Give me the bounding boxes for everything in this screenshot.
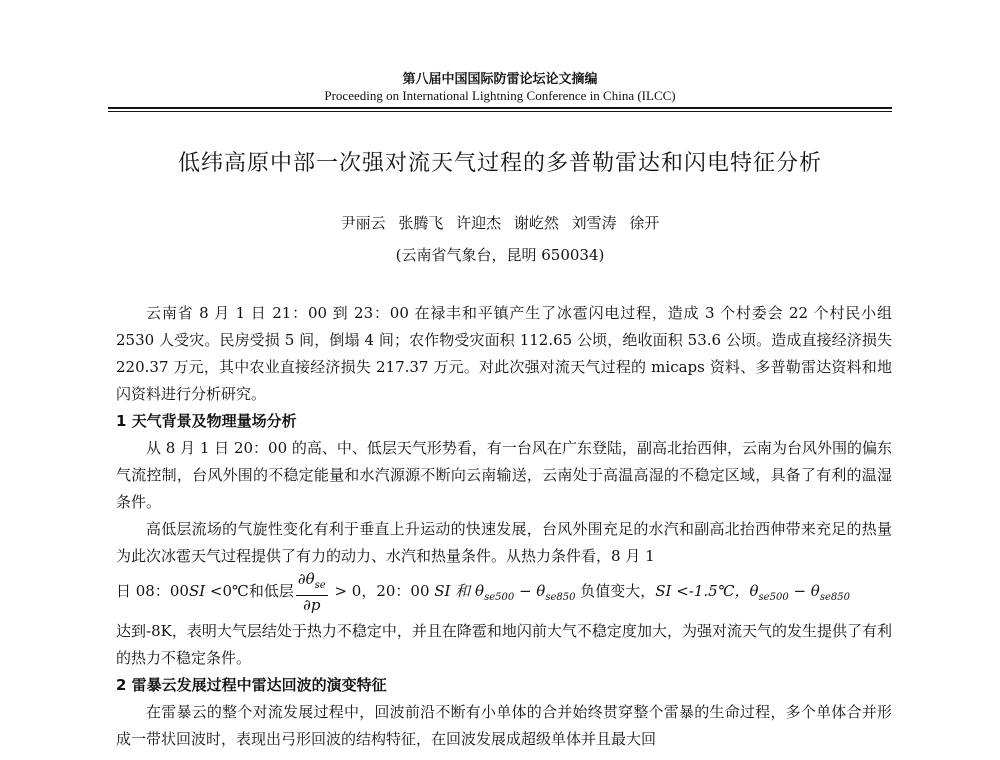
paper-body [116, 300, 892, 753]
header-rule-thick [108, 107, 892, 109]
partial-derivative-fraction: $\frac{\partial\theta_{se}}{\partial p}$ [297, 570, 326, 614]
header-english: Proceeding on International Lightning Conference in China (ILCC) [324, 88, 676, 103]
paper-title: 低纬高原中部一次强对流天气过程的多普勒雷达和闪电特征分析 [177, 151, 822, 176]
formula-line: 日 08：00SI <0℃和低层 $\frac{\partial\theta_{se}}{\partial p}$ > 0，20：00 SI 和 $\theta_{se500} - \theta_{se850}$ 负值变大，SI <-1.5℃，$\theta_{se500} - \theta_{se850}$ [116, 570, 850, 614]
section-1-paragraph-1: 从 8 月 1 日 20：00 的高、中、低层天气形势看，有一台风在广东登陆，副高北抬西伸，云南为台风外围的偏东气流控制，台风外围的不稳定能量和水汽源源不断向云南输送，云南处于高温高湿的不稳定区域，具备了有利的温湿条件。 [116, 439, 892, 511]
abstract-paragraph: 云南省 8 月 1 日 21：00 到 23：00 在禄丰和平镇产生了冰雹闪电过程，造成 3 个村委会 22 个村民小组 2530 人受灾。民房受损 5 间，倒塌 4 间；农作物受灾面积 112.65 公顷，绝收面积 53.6 公顷。造成直接经济损失 220.37 万元，其中农业直接经济损失 217.37 万元。对此次强对流天气过程的 micaps 资料、多普勒雷达资料和地闪资料进行分析研究。 [116, 304, 892, 403]
section-1-paragraph-3: 达到-8K，表明大气层结处于热力不稳定中，并且在降雹和地闪前大气不稳定度加大，为强对流天气的发生提供了有利的热力不稳定条件。 [116, 622, 892, 667]
header-rule-thin [108, 111, 892, 112]
header-chinese: 第八届中国国际防雷论坛论文摘编 [402, 72, 598, 87]
affiliation: (云南省气象台，昆明 650034) [395, 246, 605, 264]
section-1-heading: 1 天气背景及物理量场分析 [116, 412, 297, 430]
section-2-heading: 2 雷暴云发展过程中雷达回波的演变特征 [116, 676, 387, 694]
section-1-paragraph-2: 高低层流场的气旋性变化有利于垂直上升运动的快速发展，台风外围充足的水汽和副高北抬西伸带来充足的热量为此次冰雹天气过程提供了有力的动力、水汽和热量条件。从热力条件看，8 月 1 [116, 520, 892, 565]
proceedings-header [108, 72, 892, 104]
section-2-paragraph-1: 在雷暴云的整个对流发展过程中，回波前沿不断有小单体的合并始终贯穿整个雷暴的生命过程，多个单体合并形成一带状回波时，表现出弓形回波的结构特征，在回波发展成超级单体并且最大回 [116, 703, 892, 748]
author-list: 尹丽云 张腾飞 许迎杰 谢屹然 刘雪涛 徐开 [340, 214, 660, 232]
